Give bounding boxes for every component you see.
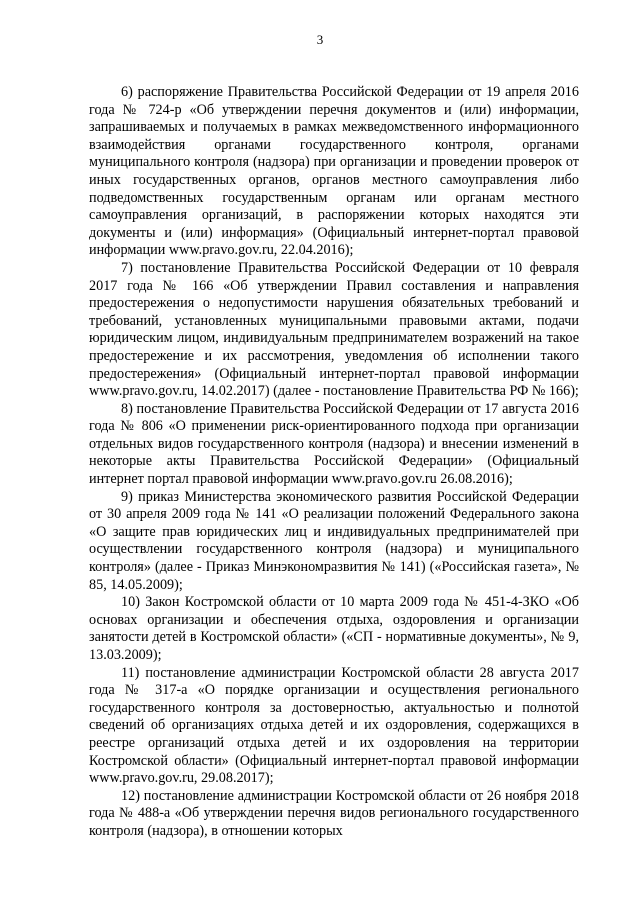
paragraph-item-9: 9) приказ Министерства экономического развития Российской Федерации от 30 апреля 2009 года № 141 «О реализации положений Федерального закона «О защите прав юридических лиц и индивидуальных предпринимателей при осуществлении государственного контроля (надзора) и муниципального контроля» (далее - Приказ Минэкономразвития № 141) («Российская газета», № 85, 14.05.2009); xyxy=(89,488,579,593)
paragraph-item-11: 11) постановление администрации Костромской области 28 августа 2017 года № 317-а «О порядке организации и осуществления регионального государственного контроля за достоверностью, актуальностью и полнотой сведений об организациях отдыха детей и их оздоровления, содержащихся в реестре организаций отдыха детей и их оздоровления на территории Костромской области» (Официальный интернет-портал правовой информации www.pravo.gov.ru, 29.08.2017); xyxy=(89,664,579,787)
paragraph-item-10: 10) Закон Костромской области от 10 марта 2009 года № 451-4-ЗКО «Об основах организации и обеспечения отдыха, оздоровления и организации занятости детей в Костромской области» («СП - нормативные документы», № 9, 13.03.2009); xyxy=(89,594,579,663)
paragraph-item-8: 8) постановление Правительства Российской Федерации от 17 августа 2016 года № 806 «О применении риск-ориентированного подхода при организации отдельных видов государственного контроля (надзора) и внесении изменений в некоторые акты Правительства Российской Федерации» (Официальный интернет портал правовой информации www.pravo.gov.ru 26.08.2016); xyxy=(89,400,579,488)
paragraph-item-6: 6) распоряжение Правительства Российской Федерации от 19 апреля 2016 года № 724-р «Об утверждении перечня документов и (или) информации, запрашиваемых и получаемых в рамках межведомственного информационного взаимодействия органами государственного контроля, органами муниципального контроля (надзора) при организации и проведении проверок от иных государственных органов, органов местного самоуправления либо подведомственных государственным органам или органам местного самоуправления организаций, в распоряжении которых находятся эти документы и (или) информация» (Официальный интернет-портал правовой информации www.pravo.gov.ru, 22.04.2016); xyxy=(89,84,579,259)
paragraph-item-12: 12) постановление администрации Костромской области от 26 ноября 2018 года № 488-а «Об утверждении перечня видов регионального государственного контроля (надзора), в отношении которых xyxy=(89,787,579,839)
document-body xyxy=(89,84,579,841)
paragraph-item-7: 7) постановление Правительства Российской Федерации от 10 февраля 2017 года № 166 «Об утверждении Правил составления и направления предостережения о недопустимости нарушения обязательных требований и требований, установленных муниципальными правовыми актами, подачи юридическим лицом, индивидуальным предпринимателем возражений на такое предостережение и их рассмотрения, уведомления об исполнении такого предостережения» (Официальный интернет-портал правовой информации www.pravo.gov.ru, 14.02.2017) (далее - постановление Правительства РФ № 166); xyxy=(89,259,579,400)
page-number: 3 xyxy=(316,32,324,47)
